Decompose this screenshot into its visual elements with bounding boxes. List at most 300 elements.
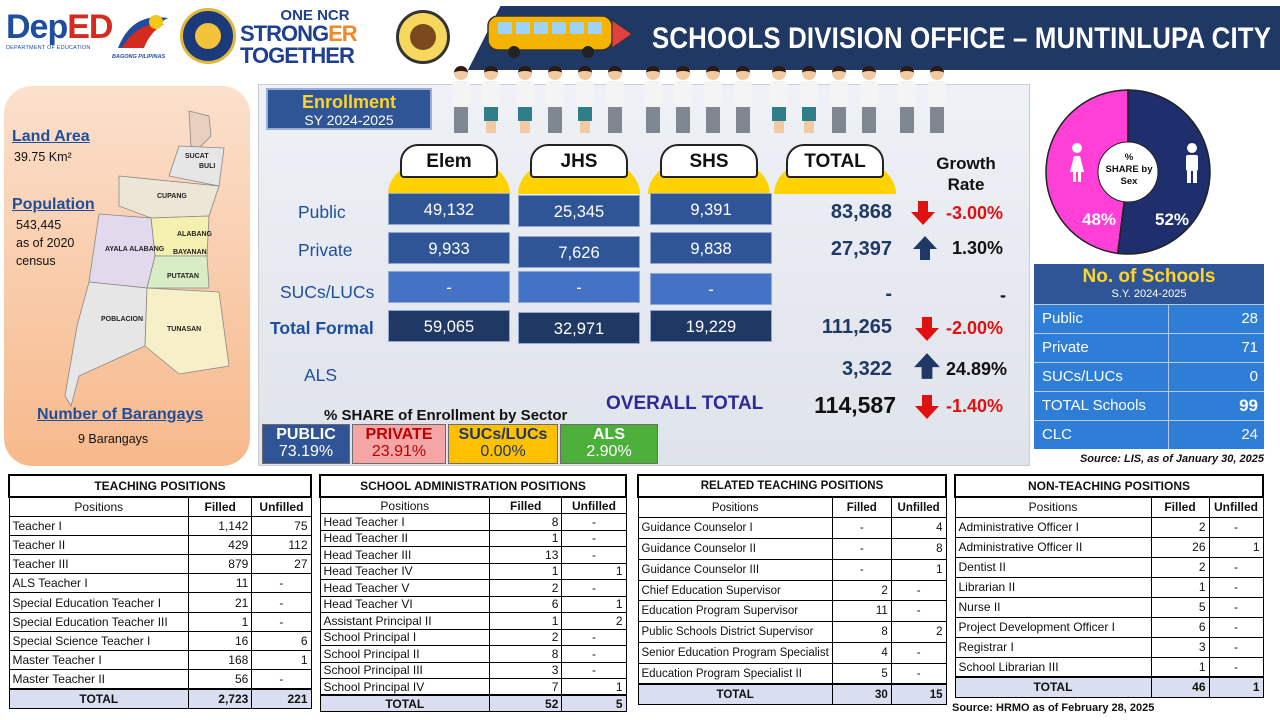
col-header-filled: Filled (490, 497, 562, 514)
cell-formal-shs: 19,229 (650, 310, 772, 342)
schools-source: Source: LIS, as of January 30, 2025 (1079, 453, 1264, 465)
filled-count: - (832, 559, 891, 580)
col-head-total (774, 144, 896, 186)
student-boy-icon (700, 66, 726, 138)
row-label-public: Public (298, 202, 346, 222)
map-label-tunasan: TUNASAN (167, 326, 202, 333)
table-row (320, 662, 626, 679)
position-name: School Principal IV (320, 679, 490, 696)
school-admin-positions-table (319, 474, 627, 712)
share-public-label: PUBLIC (276, 426, 336, 443)
cell-formal-jhs: 32,971 (518, 312, 640, 344)
position-name: Education Program Supervisor (638, 601, 832, 622)
pie-caption-l1: % (1124, 152, 1134, 163)
total-label: TOTAL (9, 689, 189, 708)
position-name: Guidance Counselor II (638, 539, 832, 560)
cell-public-shs: 9,391 (650, 193, 772, 225)
table-row (320, 596, 626, 613)
unfilled-count: 1 (562, 563, 626, 580)
position-name: Head Teacher II (320, 530, 490, 547)
growth-formal: -2.00% (946, 318, 1004, 338)
col-header-filled: Filled (832, 497, 891, 518)
col-head-shs-label: SHS (660, 144, 758, 178)
share-als-value: 2.90% (586, 442, 632, 460)
table-title: RELATED TEACHING POSITIONS (638, 475, 946, 497)
col-head-elem (388, 144, 510, 186)
position-name: Administrative Officer I (955, 517, 1151, 537)
filled-count: 11 (832, 601, 891, 622)
ncr-line2a: STRONG (240, 21, 329, 46)
col-head-total-label: TOTAL (786, 144, 884, 178)
unfilled-count: 1 (891, 559, 946, 580)
total-unfilled: 15 (891, 684, 946, 705)
map-label-buli: BULI (199, 163, 216, 170)
position-name: Assistant Principal II (320, 613, 490, 630)
growth-rate-header (924, 153, 1008, 195)
col-header-unfilled: Unfilled (891, 497, 946, 518)
position-name: School Principal III (320, 662, 490, 679)
deped-logo-caption: DEPARTMENT OF EDUCATION (6, 45, 91, 51)
filled-count: 1 (189, 612, 252, 631)
related-teaching-positions-table (637, 474, 947, 705)
unfilled-count: 4 (891, 518, 946, 539)
position-name: Librarian II (955, 577, 1151, 597)
cell-formal-elem: 59,065 (388, 310, 510, 342)
barangays-value: 9 Barangays (78, 432, 149, 446)
table-row (638, 622, 946, 643)
table-row (955, 637, 1263, 657)
filled-count: 5 (832, 663, 891, 684)
students-illustration-1 (448, 66, 504, 140)
cell-sucs-shs: - (650, 273, 772, 305)
land-area-label: Land Area (12, 128, 90, 145)
share-als-label: ALS (593, 426, 625, 443)
filled-count: 6 (1151, 617, 1209, 637)
unfilled-count: - (1209, 517, 1263, 537)
filled-count: 13 (490, 547, 562, 564)
position-name: School Principal II (320, 646, 490, 663)
schools-row-private (1034, 333, 1264, 362)
position-name: Head Teacher IV (320, 563, 490, 580)
arrow-down-icon (914, 316, 940, 342)
total-filled: 46 (1151, 677, 1209, 697)
position-name: Head Teacher III (320, 547, 490, 564)
unfilled-count: - (252, 593, 311, 612)
map-label-sucat: SUCAT (185, 153, 209, 160)
school-bus-icon (484, 8, 634, 60)
share-public-value: 73.19% (278, 442, 334, 460)
schools-row-total (1034, 391, 1264, 420)
position-name: Master Teacher I (9, 651, 189, 670)
schools-row-sucs (1034, 362, 1264, 391)
position-name: Nurse II (955, 597, 1151, 617)
students-illustration-2 (512, 66, 628, 140)
teaching-positions-table (8, 474, 312, 709)
arrow-down-icon (910, 200, 936, 226)
share-private-label: PRIVATE (365, 426, 433, 443)
table-row (955, 597, 1263, 617)
number-of-schools-panel (1034, 264, 1264, 465)
map-label-putatan: PUTATAN (167, 273, 199, 280)
table-title: TEACHING POSITIONS (9, 475, 311, 497)
bagong-pilipinas-logo (112, 8, 174, 62)
position-name: Registrar I (955, 637, 1151, 657)
filled-count: 2 (1151, 517, 1209, 537)
position-name: Teacher II (9, 535, 189, 554)
position-name: Public Schools District Supervisor (638, 622, 832, 643)
population-note-1: as of 2020 (16, 236, 75, 250)
table-row (955, 657, 1263, 677)
overall-total-value: 114,587 (814, 392, 896, 418)
col-head-jhs-label: JHS (530, 144, 628, 178)
pie-center-caption (1096, 152, 1162, 200)
table-title: NON-TEACHING POSITIONS (955, 475, 1263, 497)
schools-title: No. of Schools (1082, 266, 1216, 287)
growth-sucs: - (1000, 285, 1006, 305)
map-label-ayala-alabang: AYALA ALABANG (105, 246, 165, 253)
table-row (638, 539, 946, 560)
filled-count: 1 (490, 563, 562, 580)
filled-count: 4 (832, 643, 891, 664)
filled-count: - (832, 539, 891, 560)
unfilled-count: 27 (252, 555, 311, 574)
total-filled: 52 (490, 695, 562, 712)
position-name: Special Education Teacher I (9, 593, 189, 612)
unfilled-count: - (562, 646, 626, 663)
table-row (320, 514, 626, 531)
table-row (9, 516, 311, 535)
unfilled-count: 6 (252, 631, 311, 650)
position-name: Teacher III (9, 555, 189, 574)
total-unfilled: 1 (1209, 677, 1263, 697)
student-boy-icon (602, 66, 628, 138)
position-name: Head Teacher VI (320, 596, 490, 613)
unfilled-count: 1 (252, 651, 311, 670)
filled-count: 26 (1151, 537, 1209, 557)
male-percent: 52% (1155, 210, 1190, 229)
table-row (638, 601, 946, 622)
population-label: Population (12, 196, 95, 213)
student-girl-icon (572, 66, 598, 138)
filled-count: 879 (189, 555, 252, 574)
schools-label: CLC (1034, 421, 1168, 449)
total-label: TOTAL (638, 684, 832, 705)
map-label-bayanan: BAYANAN (173, 249, 207, 256)
cell-sucs-jhs: - (518, 271, 640, 303)
cell-private-shs: 9,838 (650, 232, 772, 264)
unfilled-count: - (1209, 617, 1263, 637)
share-als (560, 424, 658, 464)
table-row (9, 555, 311, 574)
filled-count: 7 (490, 679, 562, 696)
student-boy-icon (894, 66, 920, 138)
schools-value: 24 (1168, 421, 1264, 449)
share-private (352, 424, 446, 464)
page-title: SCHOOLS DIVISION OFFICE – MUNTINLUPA CITY (652, 22, 1272, 55)
cell-private-jhs: 7,626 (518, 236, 640, 268)
table-total-row (955, 677, 1263, 697)
table-total-row (638, 684, 946, 705)
filled-count: 1 (490, 613, 562, 630)
unfilled-count: - (562, 514, 626, 531)
share-sucs-value: 0.00% (480, 442, 526, 460)
table-row (955, 517, 1263, 537)
student-girl-icon (796, 66, 822, 138)
table-row (638, 663, 946, 684)
student-boy-icon (542, 66, 568, 138)
row-label-private: Private (298, 240, 353, 260)
col-header-positions: Positions (320, 497, 490, 514)
position-name: Master Teacher II (9, 670, 189, 689)
position-name: Project Development Officer I (955, 617, 1151, 637)
pie-caption-l2: SHARE by (1105, 164, 1153, 175)
cell-public-jhs: 25,345 (518, 195, 640, 227)
ncr-line3: TOGETHER (240, 43, 354, 68)
table-row (320, 646, 626, 663)
barangays-label: Number of Barangays (37, 406, 204, 423)
deped-logo: DepED DEPARTMENT OF EDUCATION (6, 8, 113, 51)
schools-label: Public (1034, 305, 1168, 333)
land-area-value: 39.75 Km² (14, 150, 72, 164)
student-boy-icon (670, 66, 696, 138)
share-sucs (448, 424, 558, 464)
position-name: Teacher I (9, 516, 189, 535)
table-row (9, 593, 311, 612)
col-header-positions: Positions (638, 497, 832, 518)
unfilled-count: 112 (252, 535, 311, 554)
table-row (638, 518, 946, 539)
hrmo-source: Source: HRMO as of February 28, 2025 (952, 702, 1155, 714)
ncr-line2b: ER (328, 21, 357, 46)
student-boy-icon (826, 66, 852, 138)
unfilled-count: - (562, 580, 626, 597)
cell-public-elem: 49,132 (388, 193, 510, 225)
table-row (320, 629, 626, 646)
filled-count: 21 (189, 593, 252, 612)
unfilled-count: 8 (891, 539, 946, 560)
table-row (9, 574, 311, 593)
enrollment-sy: SY 2024-2025 (304, 112, 394, 128)
row-label-total-formal: Total Formal (270, 318, 374, 338)
position-name: Head Teacher V (320, 580, 490, 597)
unfilled-count: 75 (252, 516, 311, 535)
unfilled-count: - (252, 574, 311, 593)
filled-count: 2 (832, 580, 891, 601)
col-header-positions: Positions (955, 497, 1151, 517)
share-public (262, 424, 350, 464)
position-name: Guidance Counselor III (638, 559, 832, 580)
table-row (955, 617, 1263, 637)
unfilled-count: - (562, 662, 626, 679)
position-name: ALS Teacher I (9, 574, 189, 593)
unfilled-count: - (891, 601, 946, 622)
total-unfilled: 221 (252, 689, 311, 708)
position-name: Special Education Teacher III (9, 612, 189, 631)
student-boy-icon (730, 66, 756, 138)
enrollment-title: Enrollment (301, 92, 396, 112)
population-note-2: census (16, 254, 56, 268)
deped-seal-logo (180, 8, 236, 64)
overall-total-label: OVERALL TOTAL (606, 393, 764, 414)
total-public: 83,868 (830, 201, 892, 223)
filled-count: 11 (189, 574, 252, 593)
position-name: Head Teacher I (320, 514, 490, 531)
total-filled: 30 (832, 684, 891, 705)
filled-count: 5 (1151, 597, 1209, 617)
schools-value: 0 (1168, 363, 1264, 391)
col-header-unfilled: Unfilled (252, 497, 311, 516)
position-name: Senior Education Program Specialist (638, 643, 832, 664)
col-header-filled: Filled (189, 497, 252, 516)
unfilled-count: - (1209, 557, 1263, 577)
total-unfilled: 5 (562, 695, 626, 712)
filled-count: 1 (1151, 577, 1209, 597)
filled-count: 3 (1151, 637, 1209, 657)
filled-count: 16 (189, 631, 252, 650)
table-row (955, 577, 1263, 597)
filled-count: 8 (490, 646, 562, 663)
student-girl-icon (766, 66, 792, 138)
schools-value: 71 (1168, 334, 1264, 362)
filled-count: 1 (490, 530, 562, 547)
student-girl-icon (512, 66, 538, 138)
table-row (9, 651, 311, 670)
arrow-down-icon (914, 394, 940, 420)
filled-count: 1,142 (189, 516, 252, 535)
filled-count: 8 (832, 622, 891, 643)
schools-label: Private (1034, 334, 1168, 362)
table-title: SCHOOL ADMINISTRATION POSITIONS (320, 475, 626, 497)
female-percent: 48% (1082, 210, 1117, 229)
table-row (9, 631, 311, 650)
position-name: Dentist II (955, 557, 1151, 577)
filled-count: 2 (490, 629, 562, 646)
share-sucs-label: SUCs/LUCs (458, 426, 548, 443)
student-boy-icon (640, 66, 666, 138)
position-name: Guidance Counselor I (638, 518, 832, 539)
position-name: Special Science Teacher I (9, 631, 189, 650)
table-row (638, 643, 946, 664)
total-formal: 111,265 (821, 316, 892, 338)
table-row (320, 530, 626, 547)
filled-count: 8 (490, 514, 562, 531)
filled-count: 2 (1151, 557, 1209, 577)
table-row (320, 580, 626, 597)
schools-label: SUCs/LUCs (1034, 363, 1168, 391)
unfilled-count: - (562, 530, 626, 547)
table-row (320, 563, 626, 580)
unfilled-count: 2 (562, 613, 626, 630)
table-row (638, 580, 946, 601)
unfilled-count: - (1209, 637, 1263, 657)
population-value: 543,445 (16, 218, 62, 232)
table-total-row (9, 689, 311, 708)
map-label-alabang: ALABANG (177, 231, 212, 238)
arrow-up-icon (912, 235, 938, 261)
student-boy-icon (448, 66, 474, 138)
schools-label: TOTAL Schools (1034, 392, 1168, 420)
students-illustration-3 (640, 66, 756, 140)
col-head-elem-label: Elem (400, 144, 498, 178)
col-header-filled: Filled (1151, 497, 1209, 517)
header (0, 0, 1280, 76)
unfilled-count: - (252, 612, 311, 631)
student-boy-icon (856, 66, 882, 138)
col-head-jhs (518, 144, 640, 186)
col-head-shs (648, 144, 770, 186)
position-name: School Librarian III (955, 657, 1151, 677)
filled-count: - (832, 518, 891, 539)
cell-private-elem: 9,933 (388, 232, 510, 264)
bagong-pilipinas-caption: BAGONG PILIPINAS (112, 54, 166, 60)
row-label-als: ALS (304, 365, 338, 385)
col-header-unfilled: Unfilled (1209, 497, 1263, 517)
arrow-up-icon (912, 352, 942, 380)
schools-header (1034, 264, 1264, 304)
unfilled-count: 1 (1209, 537, 1263, 557)
ncr-line1: ONE NCR (280, 7, 350, 24)
schools-value: 99 (1168, 392, 1264, 420)
unfilled-count: - (1209, 657, 1263, 677)
unfilled-count: 2 (891, 622, 946, 643)
unfilled-count: - (562, 629, 626, 646)
table-row (955, 537, 1263, 557)
overall-growth: -1.40% (946, 396, 1004, 416)
filled-count: 3 (490, 662, 562, 679)
unfilled-count: 1 (562, 596, 626, 613)
share-by-sector-title: % SHARE of Enrollment by Sector (324, 407, 568, 424)
student-boy-icon (924, 66, 950, 138)
position-name: School Principal I (320, 629, 490, 646)
growth-public: -3.00% (946, 203, 1004, 223)
table-row (955, 557, 1263, 577)
muntinlupa-seal-logo (396, 10, 450, 64)
filled-count: 429 (189, 535, 252, 554)
growth-private: 1.30% (952, 238, 1004, 258)
total-label: TOTAL (320, 695, 490, 712)
position-name: Administrative Officer II (955, 537, 1151, 557)
table-row (9, 670, 311, 689)
table-row (320, 679, 626, 696)
table-row (638, 559, 946, 580)
non-teaching-positions-table (954, 474, 1264, 698)
schools-value: 28 (1168, 305, 1264, 333)
total-label: TOTAL (955, 677, 1151, 697)
position-name: Education Program Specialist II (638, 663, 832, 684)
unfilled-count: - (562, 547, 626, 564)
unfilled-count: - (252, 670, 311, 689)
students-illustration-4 (766, 66, 882, 140)
schools-row-public (1034, 304, 1264, 333)
unfilled-count: - (1209, 597, 1263, 617)
table-row (9, 535, 311, 554)
growth-header-line2: Rate (947, 175, 985, 194)
student-girl-icon (478, 66, 504, 138)
table-row (320, 547, 626, 564)
enrollment-title-box (266, 88, 432, 130)
pie-caption-l3: Sex (1120, 176, 1138, 187)
growth-als: 24.89% (946, 359, 1008, 379)
barangay-map (59, 106, 249, 411)
filled-count: 6 (490, 596, 562, 613)
schools-row-clc (1034, 420, 1264, 449)
growth-header-line1: Growth (936, 154, 996, 173)
filled-count: 2 (490, 580, 562, 597)
map-label-cupang: CUPANG (157, 193, 187, 200)
filled-count: 56 (189, 670, 252, 689)
col-header-unfilled: Unfilled (562, 497, 626, 514)
one-ncr-logo (240, 8, 390, 66)
